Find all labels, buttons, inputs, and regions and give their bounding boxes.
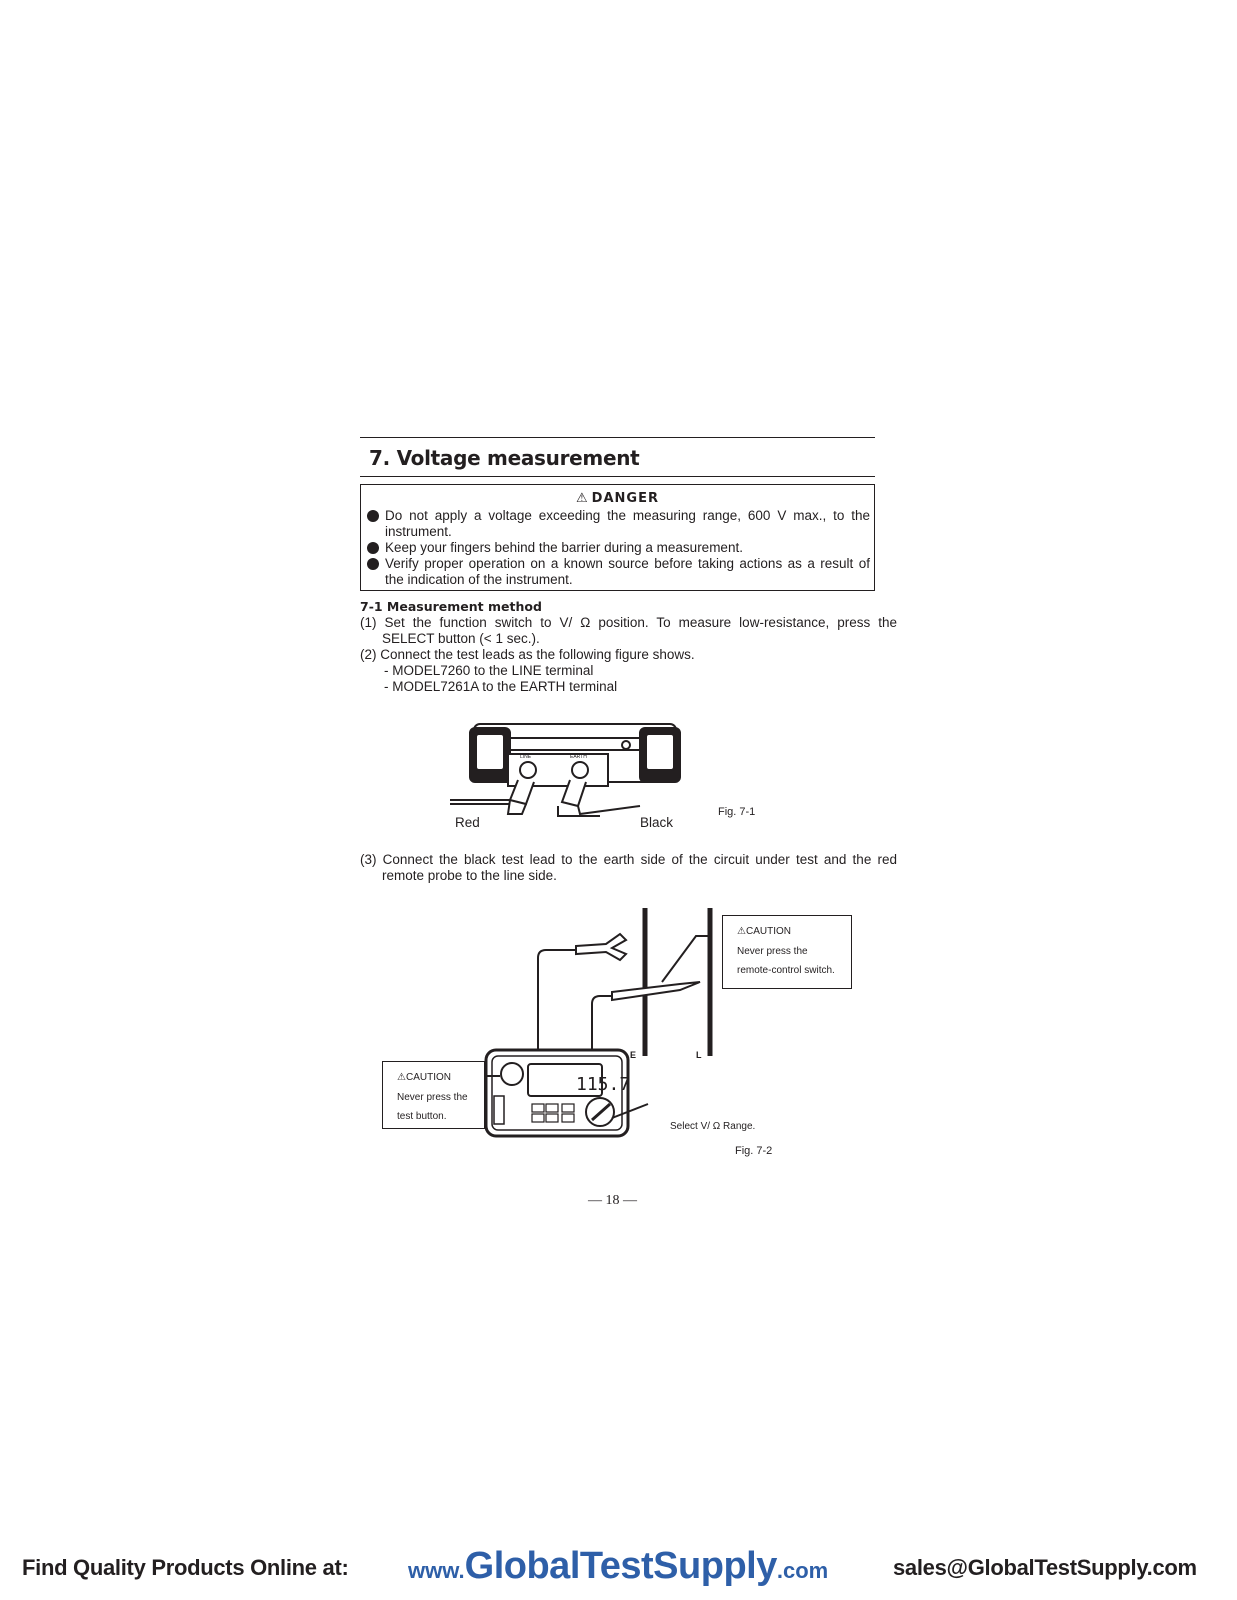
warning-triangle-icon: ⚠ bbox=[737, 926, 746, 937]
step-1: (1) Set the function switch to V/ Ω position. To measure low-resistance, press the SELECT button (< 1 sec.). bbox=[360, 615, 897, 646]
footer-url-suffix: .com bbox=[776, 1558, 829, 1583]
danger-item: Keep your fingers behind the barrier during a measurement. bbox=[367, 540, 870, 556]
caution-box-test-button bbox=[382, 1061, 485, 1129]
title-top-rule bbox=[360, 437, 875, 438]
fig-7-1-caption: Fig. 7-1 bbox=[718, 806, 756, 818]
fig-7-2-label-e: E bbox=[630, 1050, 637, 1060]
bullet-icon bbox=[367, 510, 379, 522]
caution-test-line1: Never press the bbox=[397, 1092, 468, 1103]
warning-triangle-icon: ⚠ bbox=[576, 491, 589, 506]
fig-7-2-caption: Fig. 7-2 bbox=[735, 1145, 773, 1157]
select-range-note: Select V/ Ω Range. bbox=[670, 1121, 756, 1132]
bullet-icon bbox=[367, 542, 379, 554]
fig-7-1-label-red: Red bbox=[455, 815, 480, 830]
fig-7-2-label-l: L bbox=[696, 1050, 702, 1060]
warning-triangle-icon: ⚠ bbox=[397, 1072, 406, 1083]
step-2-earth-terminal: - MODEL7261A to the EARTH terminal bbox=[384, 679, 618, 694]
page-number: — 18 — bbox=[588, 1193, 637, 1208]
step-3: (3) Connect the black test lead to the earth side of the circuit under test and the red remote probe to the line side. bbox=[360, 852, 897, 883]
bullet-icon bbox=[367, 558, 379, 570]
step-2: (2) Connect the test leads as the following figure shows. bbox=[360, 647, 695, 662]
caution-remote-line2: remote-control switch. bbox=[737, 965, 835, 976]
danger-list bbox=[367, 508, 870, 588]
danger-item: Do not apply a voltage exceeding the measuring range, 600 V max., to the instrument. bbox=[367, 508, 870, 540]
caution-test-heading: ⚠CAUTION bbox=[397, 1072, 451, 1083]
subsection-heading: 7-1 Measurement method bbox=[360, 599, 542, 614]
section-title: 7. Voltage measurement bbox=[369, 446, 640, 470]
terminal-line-label: LINE bbox=[520, 754, 532, 760]
caution-remote-heading: ⚠CAUTION bbox=[737, 926, 791, 937]
instrument-display-value: 115.7 bbox=[576, 1074, 631, 1095]
danger-item: Verify proper operation on a known source before taking actions as a result of the indication of the instrument. bbox=[367, 556, 870, 588]
footer-tagline: Find Quality Products Online at: bbox=[22, 1555, 349, 1580]
title-bottom-rule bbox=[360, 476, 875, 477]
fig-7-1-label-black: Black bbox=[640, 815, 674, 830]
danger-heading bbox=[361, 491, 874, 506]
footer-url-main: GlobalTestSupply bbox=[464, 1545, 777, 1587]
caution-remote-line1: Never press the bbox=[737, 946, 808, 957]
terminal-earth-label: EARTH bbox=[570, 754, 587, 760]
caution-test-line2: test button. bbox=[397, 1111, 447, 1122]
danger-heading-text: DANGER bbox=[591, 491, 659, 506]
footer-url-prefix: www. bbox=[408, 1558, 465, 1583]
danger-box bbox=[360, 484, 875, 591]
footer-url[interactable] bbox=[408, 1545, 828, 1588]
caution-box-remote bbox=[722, 915, 852, 989]
footer-email[interactable]: sales@GlobalTestSupply.com bbox=[893, 1555, 1197, 1580]
step-2-line-terminal: - MODEL7260 to the LINE terminal bbox=[384, 663, 594, 678]
